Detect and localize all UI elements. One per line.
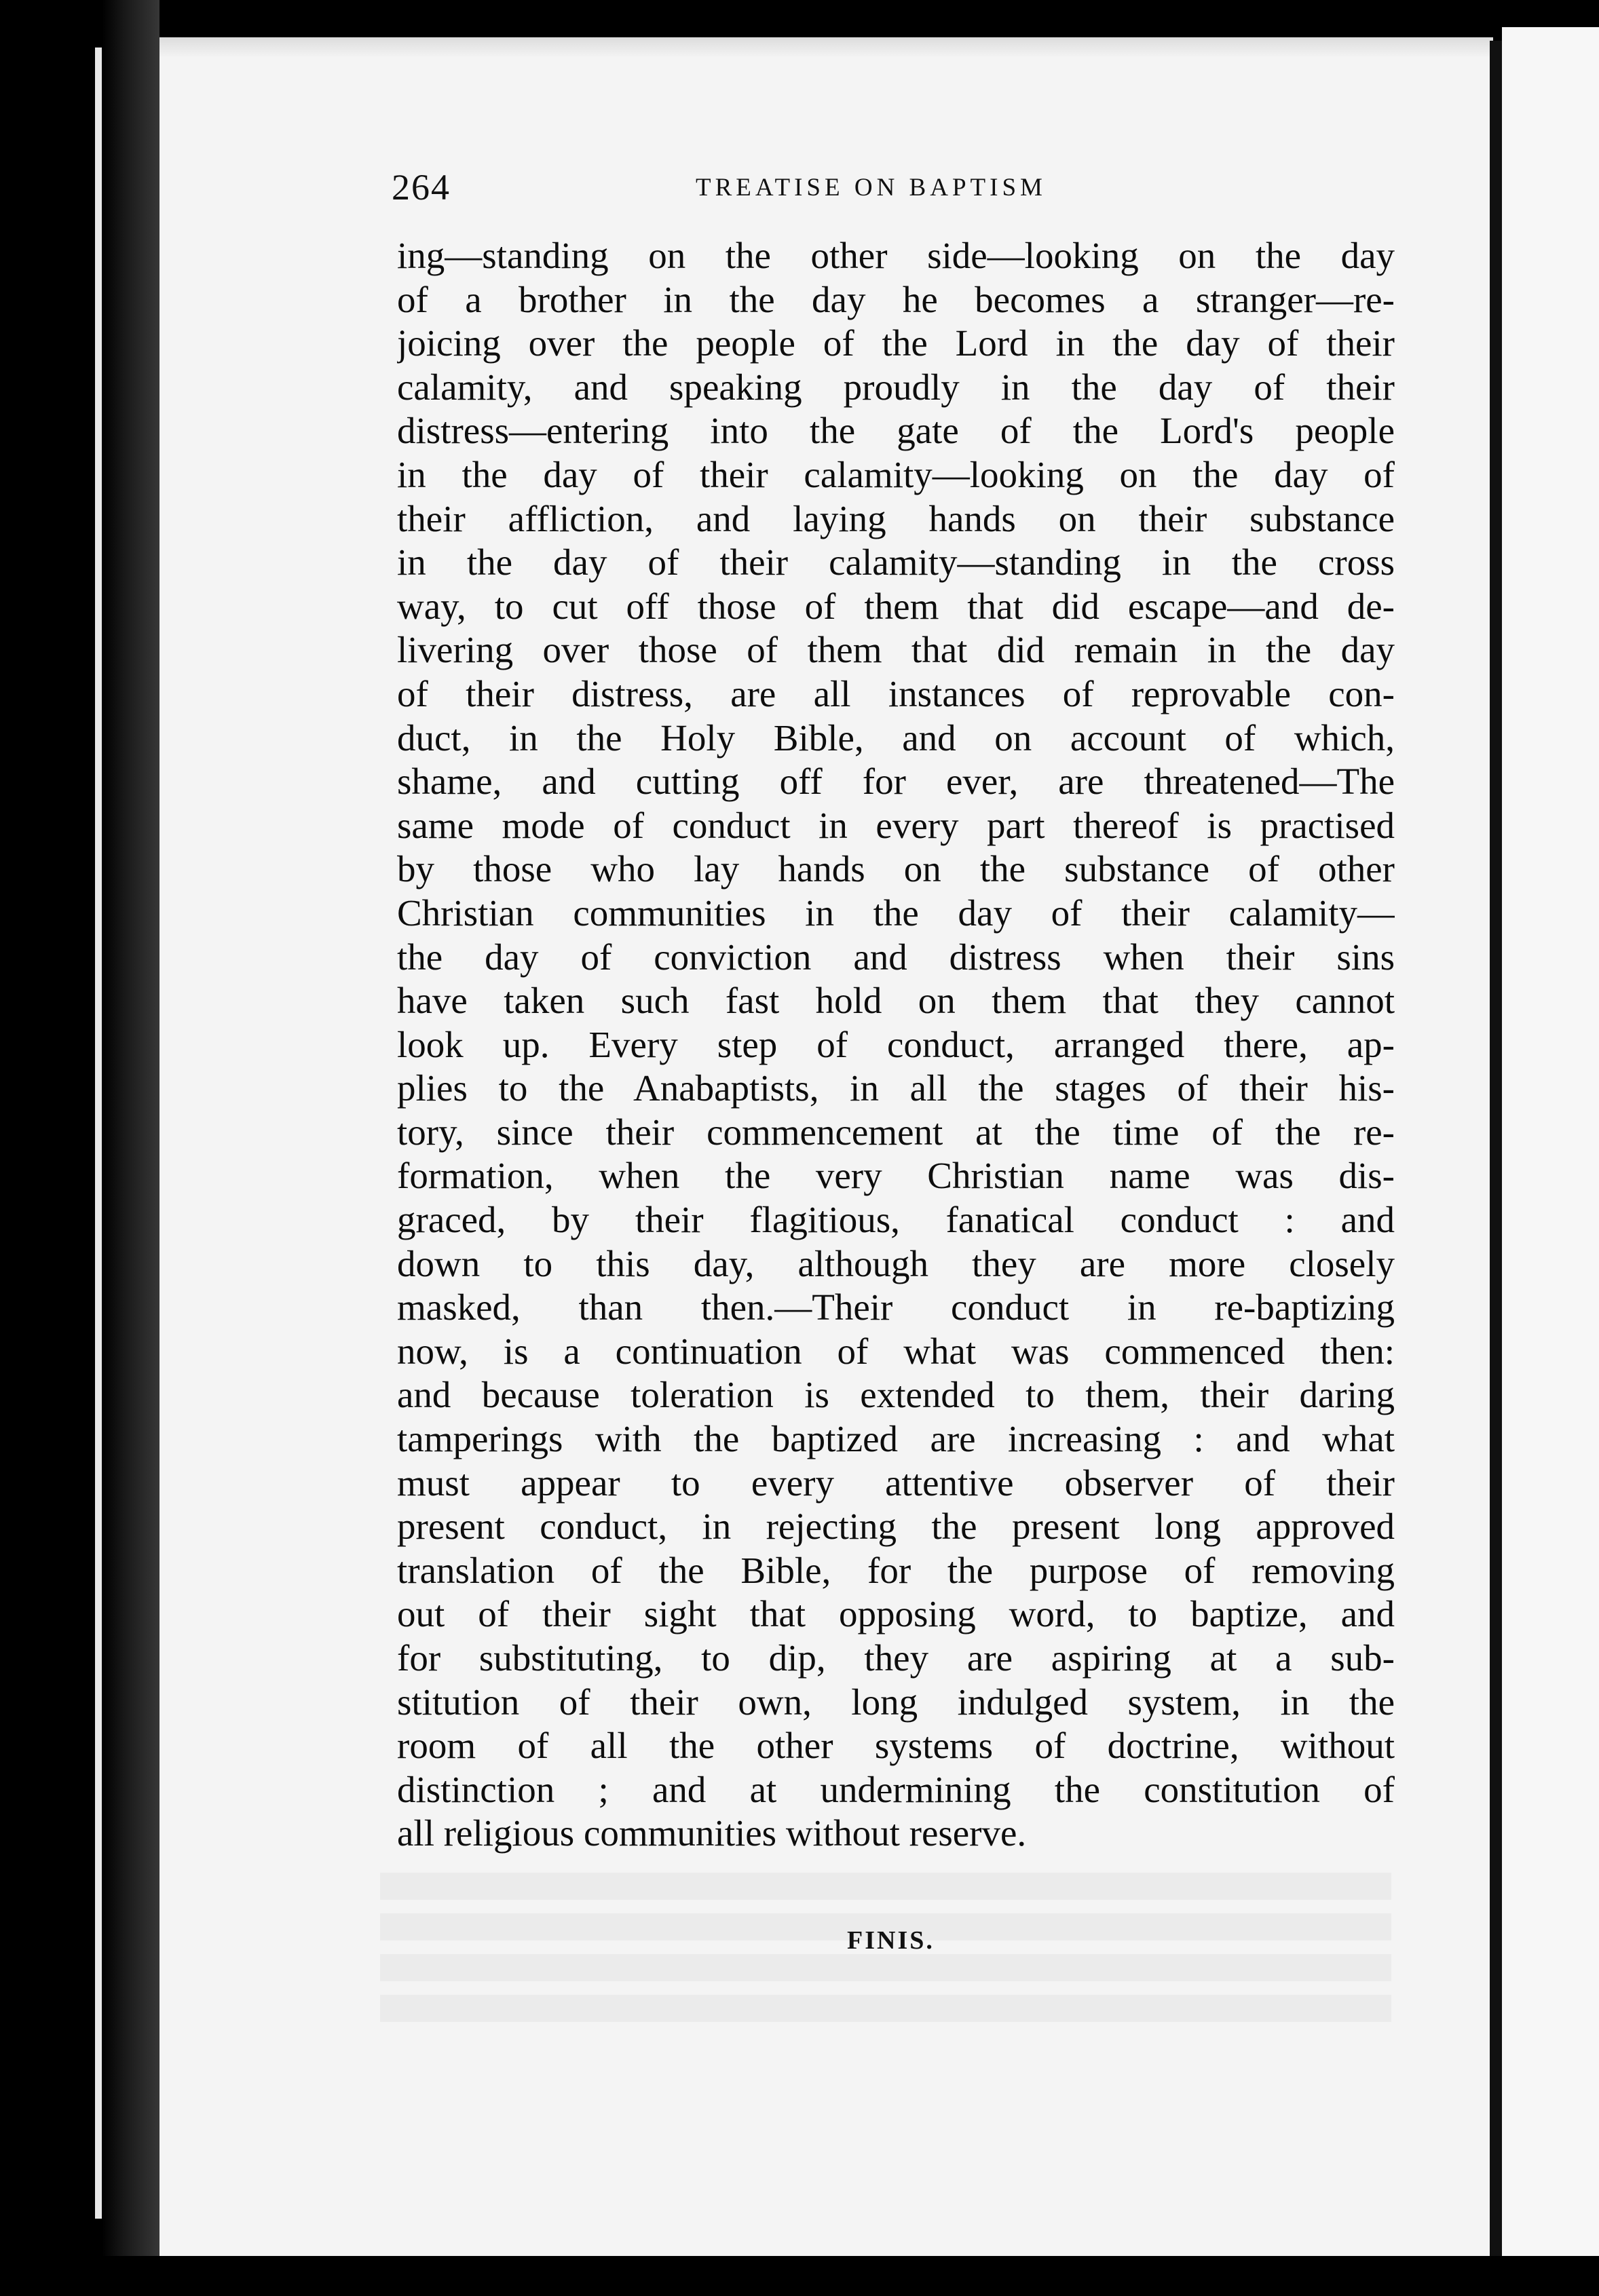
text-line: have taken such fast hold on them that they cannot	[397, 980, 1395, 1022]
page-number: 264	[392, 167, 451, 208]
text-line: out of their sight that opposing word, to baptize, and	[397, 1593, 1395, 1635]
text-line: ing—standing on the other side—looking on the day	[397, 235, 1395, 276]
text-line: present conduct, in rejecting the present long approved	[397, 1506, 1395, 1548]
text-line: for substituting, to dip, they are aspiring at a sub-	[397, 1637, 1395, 1679]
text-line: the day of conviction and distress when their sins	[397, 936, 1395, 978]
text-line: formation, when the very Christian name was dis-	[397, 1155, 1395, 1197]
page-gutter	[1490, 41, 1502, 2266]
text-line: way, to cut off those of them that did escape—and de-	[397, 585, 1395, 627]
text-line: room of all the other systems of doctrine, without	[397, 1725, 1395, 1767]
text-line: duct, in the Holy Bible, and on account of which,	[397, 716, 1395, 759]
text-line: and because toleration is extended to them, their daring	[397, 1374, 1395, 1416]
show-through	[380, 1954, 1391, 1981]
text-line: by those who lay hands on the substance of other	[397, 848, 1395, 890]
finis-mark: FINIS.	[847, 1926, 935, 1955]
text-line: Christian communities in the day of their calamity—	[397, 892, 1395, 934]
text-line: same mode of conduct in every part thereof is practised	[397, 804, 1395, 846]
body-text	[397, 234, 1395, 1856]
show-through	[380, 1873, 1391, 1900]
text-line: joicing over the people of the Lord in the day of their	[397, 322, 1395, 364]
text-line: of their distress, are all instances of reprovable con-	[397, 672, 1395, 714]
running-title: TREATISE ON BAPTISM	[696, 174, 1047, 202]
text-line: distinction ; and at undermining the constitution of	[397, 1768, 1395, 1810]
running-head	[392, 166, 1393, 214]
text-line: stitution of their own, long indulged system, in the	[397, 1681, 1395, 1723]
text-line: graced, by their flagitious, fanatical conduct : and	[397, 1199, 1395, 1241]
text-line: shame, and cutting off for ever, are threatened—The	[397, 761, 1395, 803]
scan-bottom-border	[0, 2256, 1599, 2296]
text-line: tory, since their commencement at the time of the re-	[397, 1111, 1395, 1153]
facing-page-edge	[1502, 27, 1599, 2259]
text-line: now, is a continuation of what was commenced then:	[397, 1330, 1395, 1372]
page-top-shade	[159, 37, 1493, 58]
show-through	[380, 1995, 1391, 2022]
text-line: down to this day, although they are more closely	[397, 1242, 1395, 1284]
text-line: livering over those of them that did remain in the day	[397, 629, 1395, 671]
text-line: tamperings with the baptized are increasing : and what	[397, 1418, 1395, 1460]
text-line: of a brother in the day he becomes a stranger—re-	[397, 278, 1395, 320]
text-line: in the day of their calamity—looking on the day of	[397, 453, 1395, 495]
text-line: translation of the Bible, for the purpose of removing	[397, 1549, 1395, 1591]
text-line: distress—entering into the gate of the Lord's people	[397, 410, 1395, 452]
text-line: their affliction, and laying hands on their substance	[397, 497, 1395, 539]
text-line: plies to the Anabaptists, in all the stages of their his-	[397, 1067, 1395, 1109]
text-line: masked, than then.—Their conduct in re-baptizing	[397, 1286, 1395, 1328]
text-line: calamity, and speaking proudly in the day of their	[397, 366, 1395, 408]
text-line: look up. Every step of conduct, arranged there, ap-	[397, 1023, 1395, 1065]
binding-shadow	[102, 0, 163, 2296]
text-line: in the day of their calamity—standing in the cross	[397, 541, 1395, 583]
text-line-final: all religious communities without reserve.	[397, 1812, 1027, 1854]
text-line: must appear to every attentive observer of their	[397, 1461, 1395, 1504]
